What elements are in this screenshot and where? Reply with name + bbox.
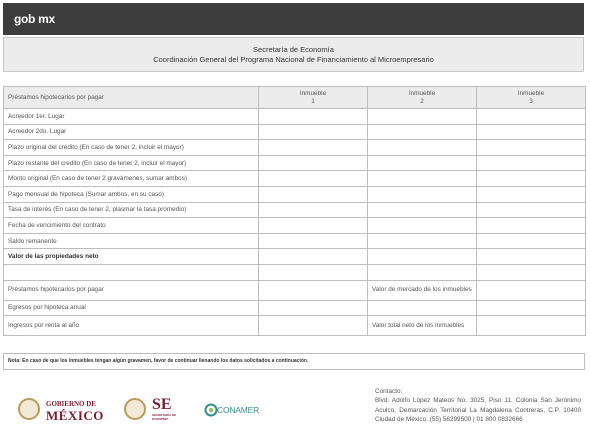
- table-header-row: [4, 87, 586, 109]
- input-cell[interactable]: [259, 124, 368, 140]
- row-label: Tasa de interés (En caso de tener 2, plasmar la tasa promedio): [4, 202, 259, 218]
- summary-row: [4, 280, 586, 300]
- input-cell[interactable]: [368, 186, 477, 202]
- row-label: Plazo restante del credito (En caso de tener 2, incluir el mayor): [4, 155, 259, 171]
- column-name: Inmueble: [299, 89, 327, 97]
- table-row: [4, 233, 586, 249]
- gobierno-mexico-logo: [18, 396, 114, 424]
- input-cell[interactable]: [477, 155, 586, 171]
- input-cell[interactable]: [477, 124, 586, 140]
- row-label: Monto original (En caso de tener 2 gravámenes, sumar ambos): [4, 171, 259, 187]
- contact-address: Blvd. Adolfo López Mateos No. 3025, Piso 11. Colonia San Jerónimo Aculco, Demarcación Territorial La Magdalena Contreras, C.P. 10400 Ciudad de México. (55) 56299500 | 01 800 0832666: [375, 397, 581, 424]
- gobierno-line2: MÉXICO: [46, 408, 104, 423]
- table-header-label: Préstamos hipotecarios por pagar: [4, 87, 259, 109]
- table-row: [4, 140, 586, 156]
- input-cell[interactable]: [368, 171, 477, 187]
- input-cell[interactable]: [259, 109, 368, 125]
- column-header-inmueble-3: [477, 87, 586, 109]
- table-row: [4, 155, 586, 171]
- table-row: [4, 124, 586, 140]
- table-row: [4, 109, 586, 125]
- input-cell[interactable]: [368, 140, 477, 156]
- column-header-inmueble-1: [259, 87, 368, 109]
- input-cell[interactable]: [368, 249, 477, 265]
- input-cell[interactable]: [477, 171, 586, 187]
- input-cell[interactable]: [477, 109, 586, 125]
- input-cell[interactable]: [259, 233, 368, 249]
- input-cell[interactable]: [259, 186, 368, 202]
- conamer-text: CONAMER: [217, 405, 260, 415]
- conamer-mark-icon: [204, 403, 218, 417]
- row-label: Saldo remanente: [4, 233, 259, 249]
- coat-of-arms-icon: [18, 398, 40, 420]
- summary-row: [4, 300, 586, 316]
- contact-label: Contacto:: [375, 388, 403, 395]
- row-label: Fecha de vencimiento del contrato: [4, 218, 259, 234]
- input-cell[interactable]: [259, 280, 368, 300]
- table-row: [4, 171, 586, 187]
- input-cell[interactable]: [477, 316, 586, 336]
- column-number: 3: [529, 97, 533, 105]
- input-cell[interactable]: [368, 109, 477, 125]
- table-row: [4, 218, 586, 234]
- table-row-blank: [4, 264, 586, 280]
- input-cell[interactable]: [368, 124, 477, 140]
- summary-left-label: Ingresos por renta al año: [4, 316, 259, 336]
- input-cell[interactable]: [259, 316, 368, 336]
- input-cell[interactable]: [477, 202, 586, 218]
- top-bar: [3, 3, 584, 35]
- row-label: Plazo original del crédito (En caso de tener 2, incluir el mayor): [4, 140, 259, 156]
- row-label: Acreedor 2do. Lugar: [4, 124, 259, 140]
- blank-cell: [368, 264, 477, 280]
- row-label: Pago mensual de hipoteca (Sumar ambos, en su caso): [4, 186, 259, 202]
- contact-info: [375, 387, 581, 425]
- table-row: [4, 202, 586, 218]
- input-cell[interactable]: [259, 171, 368, 187]
- column-header-inmueble-2: [368, 87, 477, 109]
- summary-left-label: Egresos por hipoteca anual: [4, 300, 259, 316]
- summary-right-label: Valor de mercado de los inmuebles: [368, 280, 477, 300]
- input-cell[interactable]: [259, 300, 368, 316]
- column-name: Inmueble: [517, 89, 545, 97]
- input-cell[interactable]: [259, 140, 368, 156]
- column-name: Inmueble: [408, 89, 436, 97]
- input-cell[interactable]: [259, 218, 368, 234]
- blank-cell: [4, 264, 259, 280]
- summary-left-label: Préstamos hipotecarios por pagar: [4, 280, 259, 300]
- input-cell[interactable]: [368, 233, 477, 249]
- header-secretaria: Secretaría de Economía: [253, 45, 334, 54]
- summary-right-label: Valor total neto de los inmuebles: [368, 316, 477, 336]
- page-header: [3, 37, 584, 72]
- input-cell[interactable]: [259, 155, 368, 171]
- valor-propiedades-label: Valor de las propiedades neto: [4, 249, 259, 265]
- blank-cell: [477, 264, 586, 280]
- input-cell[interactable]: [259, 202, 368, 218]
- mortgage-table: [3, 86, 586, 336]
- table-row-valor: [4, 249, 586, 265]
- input-cell[interactable]: [477, 280, 586, 300]
- column-number: 1: [311, 97, 315, 105]
- gobierno-line1: GOBIERNO DE: [46, 400, 96, 408]
- input-cell[interactable]: [477, 140, 586, 156]
- gobmx-logo[interactable]: gob mx: [14, 12, 55, 26]
- input-cell[interactable]: [477, 186, 586, 202]
- column-number: 2: [420, 97, 424, 105]
- table-row: [4, 186, 586, 202]
- row-label: Acreedor 1er. Lugar: [4, 109, 259, 125]
- input-cell[interactable]: [368, 202, 477, 218]
- summary-row: [4, 316, 586, 336]
- se-logo-text: SE: [152, 396, 172, 413]
- gravamen-note: Nota: En caso de que los inmuebles tengan algún gravamen, favor de continuar llenando los datos solicitados a continuación.: [3, 353, 585, 370]
- conamer-logo: [204, 401, 274, 421]
- header-coordinacion: Coordinación General del Programa Nacional de Financiamiento al Microempresario: [153, 55, 434, 64]
- se-seal-icon: [124, 398, 146, 420]
- input-cell[interactable]: [477, 300, 586, 316]
- se-logo-subtext: SECRETARÍA DE ECONOMÍA: [152, 413, 177, 421]
- input-cell[interactable]: [477, 233, 586, 249]
- input-cell[interactable]: [477, 249, 586, 265]
- blank-cell: [259, 264, 368, 280]
- input-cell[interactable]: [259, 249, 368, 265]
- input-cell[interactable]: [368, 218, 477, 234]
- summary-right-label: [368, 300, 477, 316]
- secretaria-economia-logo: [124, 396, 194, 424]
- input-cell[interactable]: [477, 218, 586, 234]
- input-cell[interactable]: [368, 155, 477, 171]
